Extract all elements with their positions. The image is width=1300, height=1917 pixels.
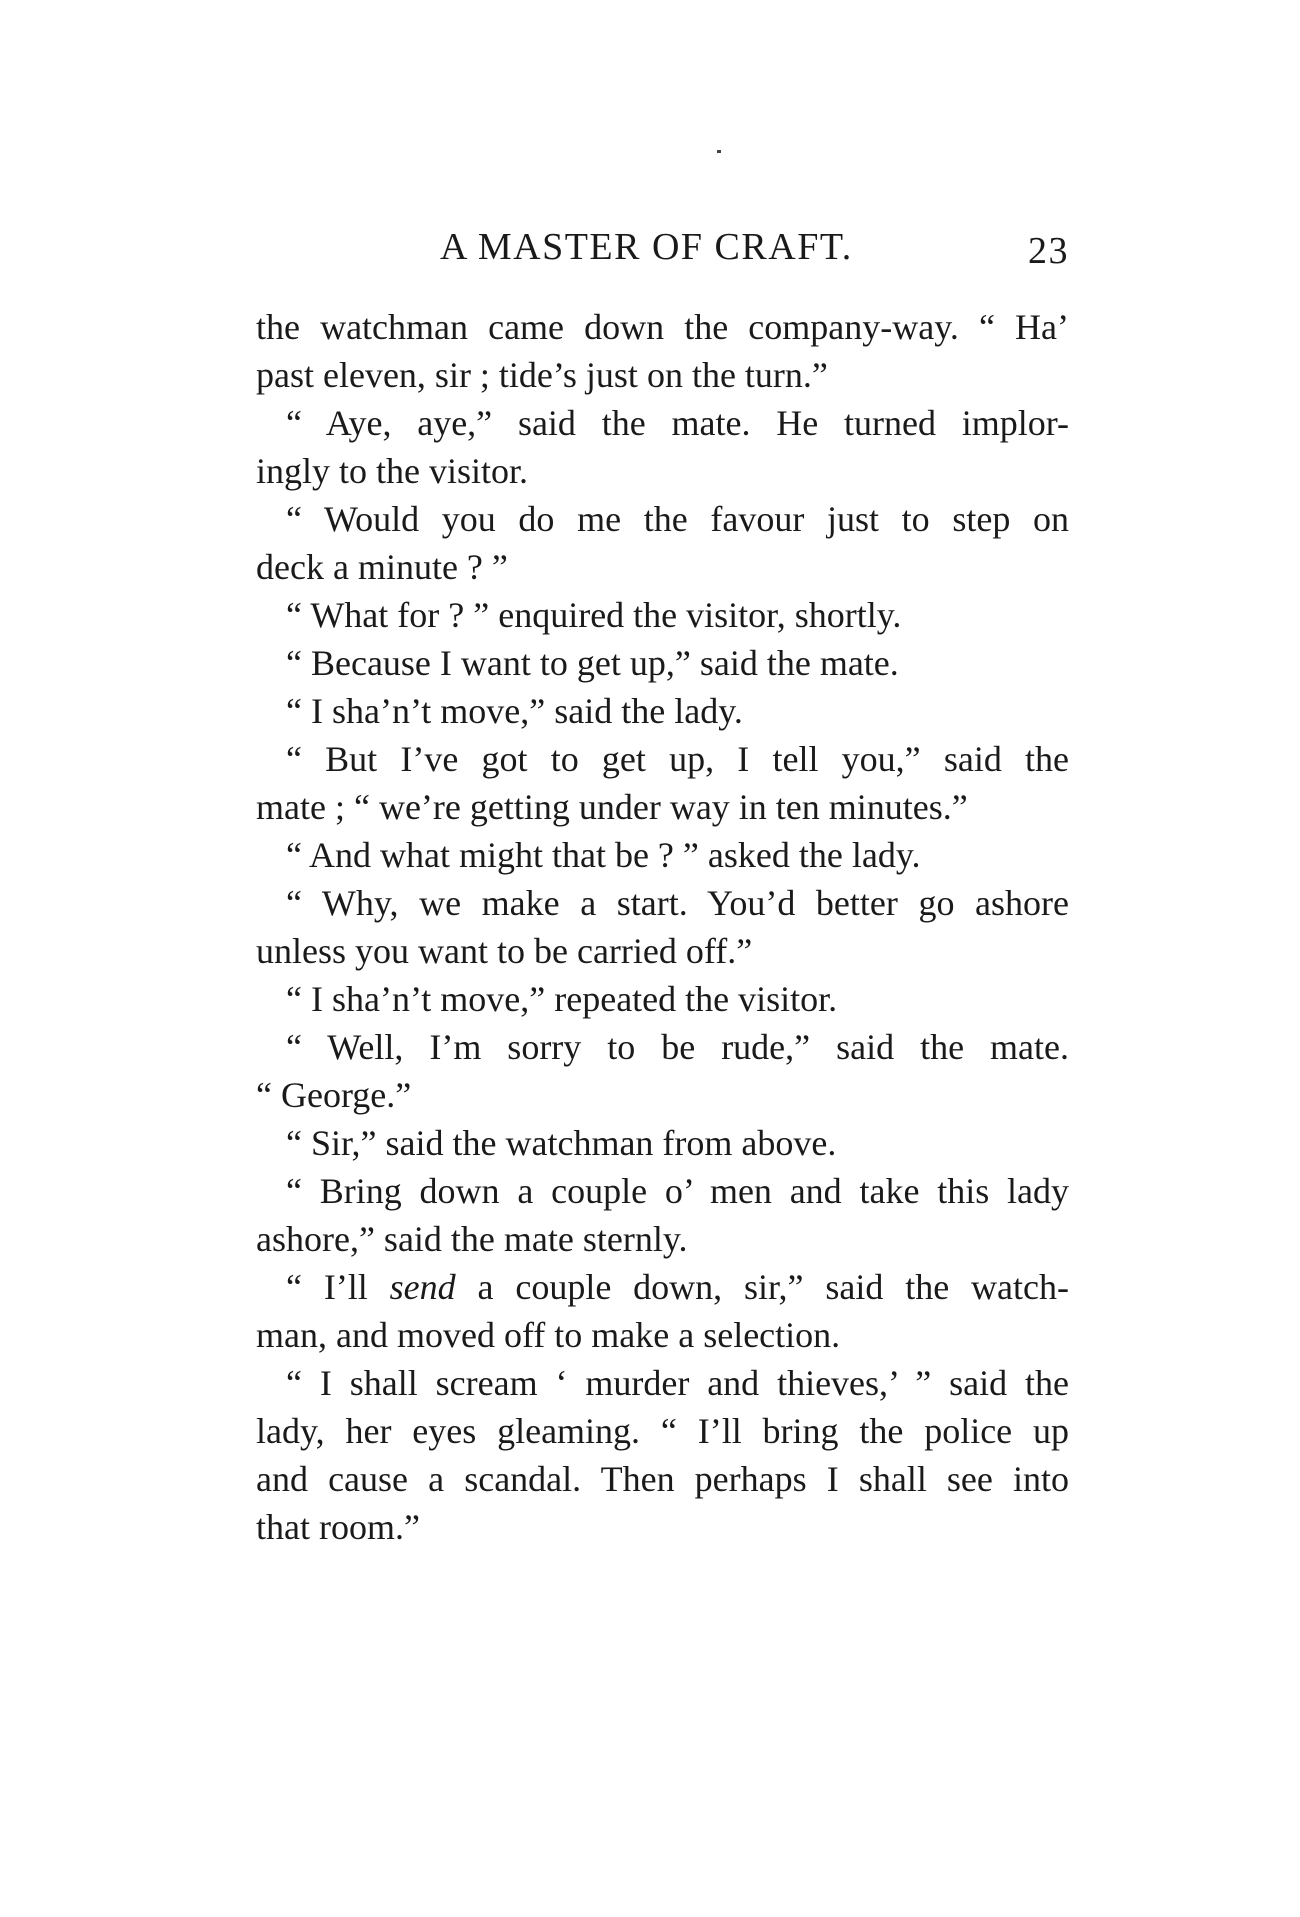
text-line: “ Well, I’m sorry to be rude,” said the mate. xyxy=(286,1027,1069,1067)
text-line: ingly to the visitor. xyxy=(256,451,529,491)
text-line-with-italic xyxy=(256,1263,1069,1311)
text-line: unless you want to be carried off.” xyxy=(256,931,753,971)
text-line: the watchman came down the company-way. “ Ha’ xyxy=(256,307,1069,347)
body-text xyxy=(256,303,1069,1551)
text-line: “ But I’ve got to get up, I tell you,” said the xyxy=(286,739,1069,779)
text-line: “ Because I want to get up,” said the mate. xyxy=(286,643,899,683)
text-line: “ Would you do me the favour just to step on xyxy=(286,499,1069,539)
page-number: 23 xyxy=(1028,230,1069,272)
text-line: mate ; “ we’re getting under way in ten minutes.” xyxy=(256,787,968,827)
text-line: “ What for ? ” enquired the visitor, shortly. xyxy=(286,595,902,635)
text-line: “ I sha’n’t move,” repeated the visitor. xyxy=(286,979,838,1019)
text-line: lady, her eyes gleaming. “ I’ll bring the police up xyxy=(256,1411,1069,1451)
text-line: “ I shall scream ‘ murder and thieves,’ ” said the xyxy=(286,1363,1069,1403)
running-title: A MASTER OF CRAFT. xyxy=(440,226,853,268)
text-line: “ I sha’n’t move,” said the lady. xyxy=(286,691,743,731)
text-line: man, and moved off to make a selection. xyxy=(256,1315,841,1355)
text-segment: a couple down, sir,” said the watch- xyxy=(455,1267,1070,1307)
text-line: past eleven, sir ; tide’s just on the turn.” xyxy=(256,355,828,395)
print-speck xyxy=(717,150,721,153)
text-line: “ George.” xyxy=(256,1075,412,1115)
text-line: ashore,” said the mate sternly. xyxy=(256,1219,688,1259)
text-segment: “ I’ll xyxy=(286,1267,390,1307)
text-line: and cause a scandal. Then perhaps I shall see into xyxy=(256,1459,1069,1499)
text-line: “ Why, we make a start. You’d better go ashore xyxy=(286,883,1069,923)
text-line: that room.” xyxy=(256,1507,420,1547)
italic-word: send xyxy=(389,1267,456,1307)
text-line: deck a minute ? ” xyxy=(256,547,508,587)
text-line: “ Sir,” said the watchman from above. xyxy=(286,1123,837,1163)
running-head xyxy=(256,222,1069,272)
text-line: “ Aye, aye,” said the mate. He turned implor- xyxy=(286,403,1069,443)
text-line: “ Bring down a couple o’ men and take this lady xyxy=(286,1171,1069,1211)
text-line: “ And what might that be ? ” asked the lady. xyxy=(286,835,921,875)
